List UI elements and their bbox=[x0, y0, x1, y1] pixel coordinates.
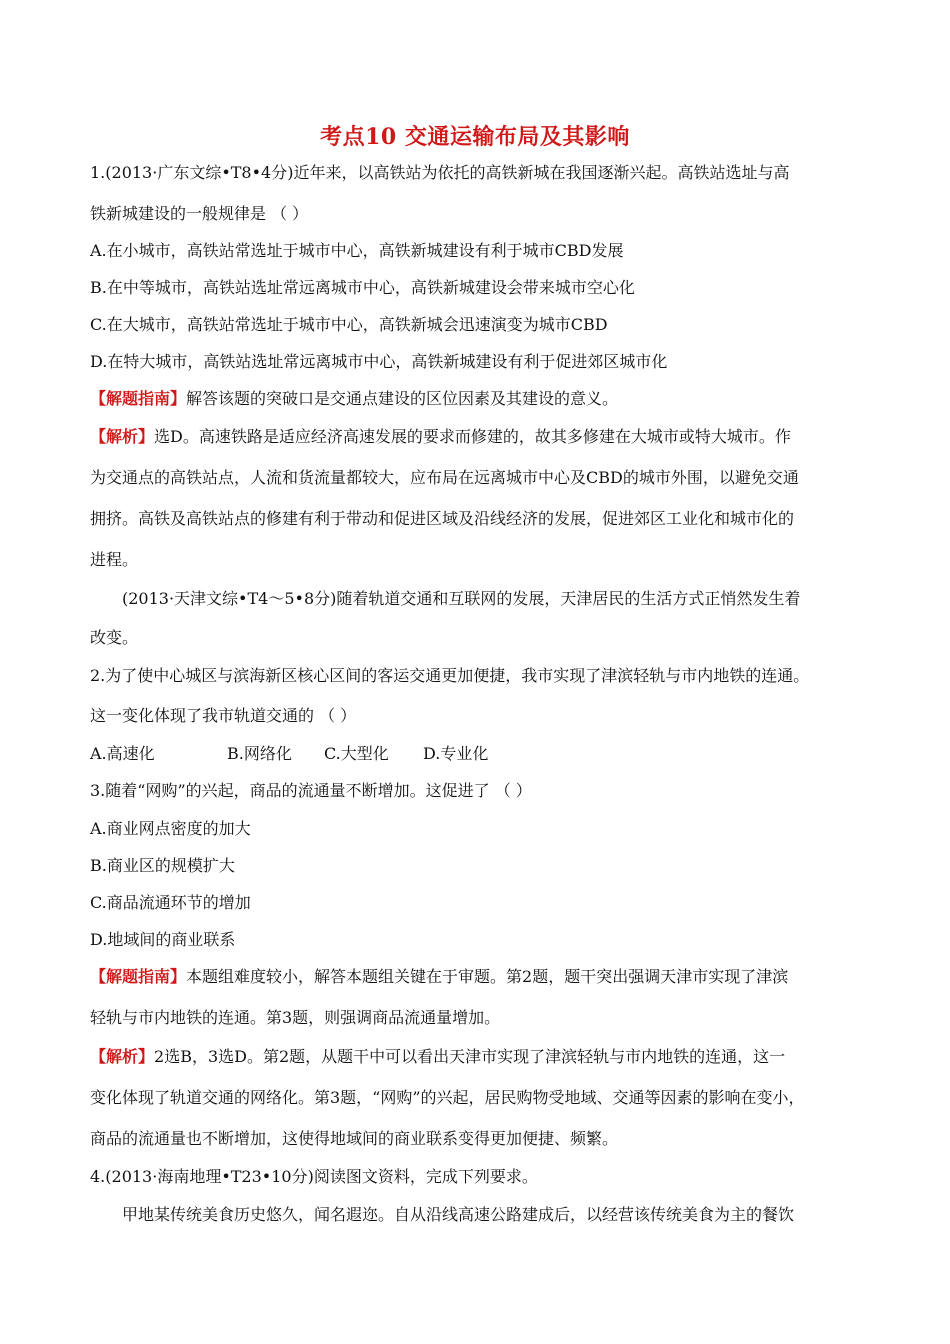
analysis-tag: 【解析】 bbox=[90, 427, 155, 446]
group-intro-line-2: 改变。 bbox=[90, 628, 139, 647]
q3-guide-line-2: 轻轨与市内地铁的连通。第3题，则强调商品流通量增加。 bbox=[90, 1008, 501, 1027]
q1-analysis-line-3: 拥挤。高铁及高铁站点的修建有利于带动和促进区域及沿线经济的发展，促进郊区工业化和城市化的 bbox=[90, 509, 795, 528]
q3-analysis-line-3: 商品的流通量也不断增加，这使得地域间的商业联系变得更加便捷、频繁。 bbox=[90, 1129, 619, 1148]
q2-option-c: C.大型化 bbox=[324, 744, 389, 763]
q3-analysis-line-1 bbox=[90, 1046, 785, 1068]
q1-analysis-line-4: 进程。 bbox=[90, 550, 139, 569]
q1-stem-line-2: 铁新城建设的一般规律是 （ ） bbox=[90, 204, 309, 223]
analysis-tag: 【解析】 bbox=[90, 1047, 155, 1066]
q2-option-b: B.网络化 bbox=[227, 744, 292, 763]
analysis-text: 2选B，3选D。第2题，从题干中可以看出天津市实现了津滨轻轨与市内地铁的连通，这一 bbox=[154, 1047, 786, 1066]
page-title: 考点10 交通运输布局及其影响 bbox=[320, 124, 630, 150]
q2-stem-line-2: 这一变化体现了我市轨道交通的 （ ） bbox=[90, 706, 357, 725]
q1-stem-line-1: 1.(2013·广东文综•T8•4分)近年来，以高铁站为依托的高铁新城在我国逐渐兴起。高铁站选址与高 bbox=[90, 163, 790, 182]
q1-option-d: D.在特大城市，高铁站选址常远离城市中心，高铁新城建设有利于促进郊区城市化 bbox=[90, 352, 668, 371]
q1-option-c: C.在大城市，高铁站常选址于城市中心，高铁新城会迅速演变为城市CBD bbox=[90, 315, 608, 334]
guide-tag: 【解题指南】 bbox=[90, 389, 187, 408]
q3-option-b: B.商业区的规模扩大 bbox=[90, 856, 235, 875]
q2-option-a: A.高速化 bbox=[90, 744, 155, 763]
q1-analysis-line-1 bbox=[90, 426, 791, 448]
q4-paragraph-line-1: 甲地某传统美食历史悠久，闻名遐迩。自从沿线高速公路建成后，以经营该传统美食为主的餐饮 bbox=[122, 1205, 795, 1224]
guide-tag: 【解题指南】 bbox=[90, 967, 187, 986]
group-intro-line-1: (2013·天津文综•T4～5•8分)随着轨道交通和互联网的发展，天津居民的生活方式正悄然发生着 bbox=[122, 589, 801, 608]
q4-stem: 4.(2013·海南地理•T23•10分)阅读图文资料，完成下列要求。 bbox=[90, 1167, 538, 1186]
q3-option-a: A.商业网点密度的加大 bbox=[90, 819, 251, 838]
guide-text: 本题组难度较小，解答本题组关键在于审题。第2题，题干突出强调天津市实现了津滨 bbox=[186, 967, 789, 986]
q3-option-c: C.商品流通环节的增加 bbox=[90, 893, 251, 912]
guide-text: 解答该题的突破口是交通点建设的区位因素及其建设的意义。 bbox=[186, 389, 619, 408]
q1-analysis-line-2: 为交通点的高铁站点，人流和货流量都较大，应布局在远离城市中心及CBD的城市外围，以避免交通 bbox=[90, 468, 799, 487]
q2-stem-line-1: 2.为了使中心城区与滨海新区核心区间的客运交通更加便捷，我市实现了津滨轻轨与市内地铁的连通。 bbox=[90, 666, 810, 685]
q3-analysis-line-2: 变化体现了轨道交通的网络化。第3题，“网购”的兴起，居民购物受地域、交通等因素的影响在变小， bbox=[90, 1088, 805, 1107]
analysis-text: 选D。高速铁路是适应经济高速发展的要求而修建的，故其多修建在大城市或特大城市。作 bbox=[154, 427, 791, 446]
q2-option-d: D.专业化 bbox=[423, 744, 489, 763]
q2-options bbox=[90, 743, 488, 765]
q3-guide-line-1 bbox=[90, 966, 788, 988]
q3-option-d: D.地域间的商业联系 bbox=[90, 930, 236, 949]
q3-stem: 3.随着“网购”的兴起，商品的流通量不断增加。这促进了 （ ） bbox=[90, 781, 532, 800]
q1-guide bbox=[90, 388, 618, 410]
q1-option-b: B.在中等城市，高铁站选址常远离城市中心，高铁新城建设会带来城市空心化 bbox=[90, 278, 635, 297]
q1-option-a: A.在小城市，高铁站常选址于城市中心，高铁新城建设有利于城市CBD发展 bbox=[90, 241, 624, 260]
